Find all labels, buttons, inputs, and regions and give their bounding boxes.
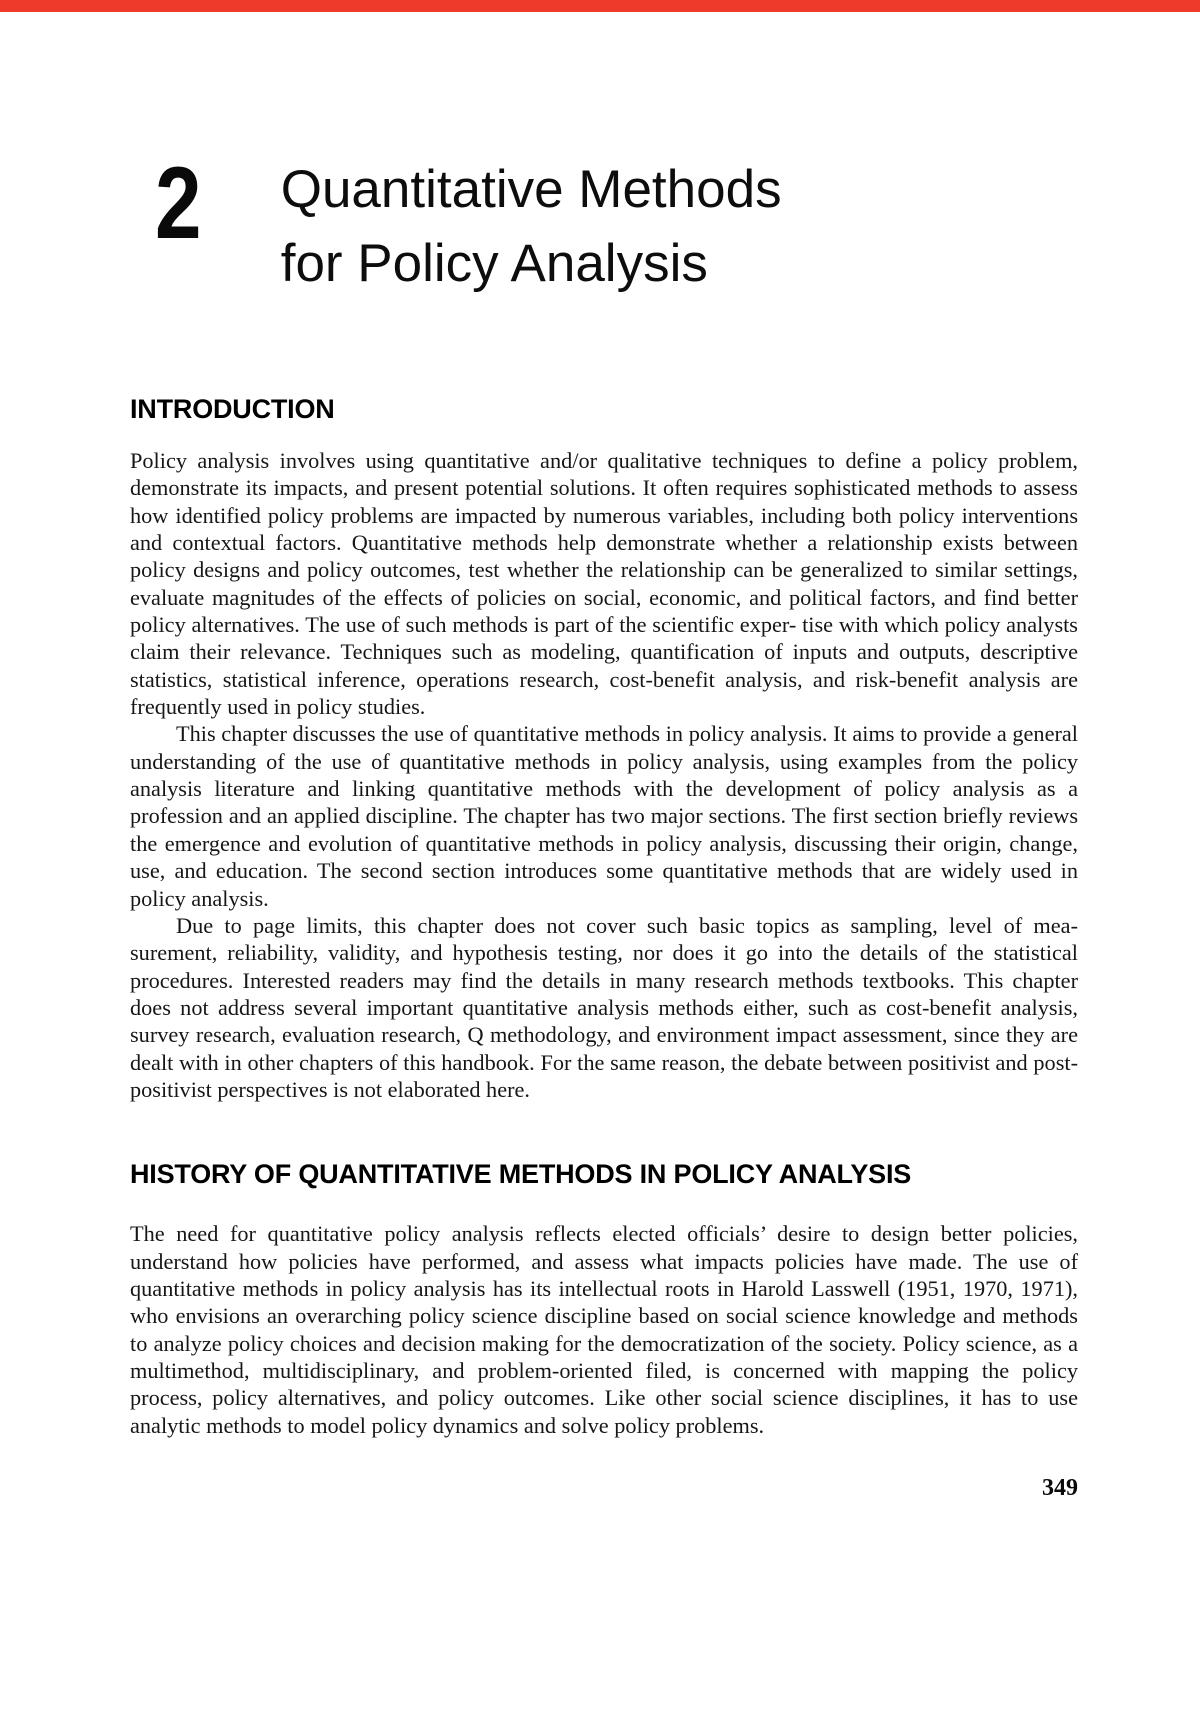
intro-paragraph-3: Due to page limits, this chapter does not cover such basic topics as sampling, level of mea- surement, reliability, validity, and hypothesis testing, nor does it go into the details of the statistical procedures. Interested readers may find the details in many research methods textbooks. This chapter does not address several important quantitative analysis methods either, such as cost-benefit analysis, survey research, evaluation research, Q methodology, and environment impact assessment, since they are dealt with in other chapters of this handbook. For the same reason, the debate between positivist and post-positivist perspectives is not elaborated here. [130,912,1078,1102]
intro-paragraph-2: This chapter discusses the use of quantitative methods in policy analysis. It aims to provide a general understanding of the use of quantitative methods in policy analysis, using examples from the policy analysis literature and linking quantitative methods with the development of policy analysis as a profession and an applied discipline. The chapter has two major sections. The first section briefly reviews the emergence and evolution of quantitative methods in policy analysis, discussing their origin, change, use, and education. The second section introduces some quantitative methods that are widely used in policy analysis. [130,721,1078,911]
section-heading-introduction: INTRODUCTION [130,394,335,424]
chapter-number: 2 [155,146,200,260]
intro-paragraph-1: Policy analysis involves using quantitative and/or qualitative techniques to define a policy problem, demonstrate its impacts, and present potential solutions. It often requires sophisticated methods to assess how identified policy problems are impacted by numerous variables, including both policy interventions and contextual factors. Quantitative methods help demonstrate whether a relationship exists between policy designs and policy outcomes, test whether the relationship can be generalized to similar settings, evaluate magnitudes of the effects of policies on social, economic, and political factors, and find better policy alternatives. The use of such methods is part of the scientific exper- tise with which policy analysts claim their relevance. Techniques such as modeling, quantification of inputs and outputs, descriptive statistics, statistical inference, operations research, cost-benefit analysis, and risk-benefit analysis are frequently used in policy studies. [130,448,1078,720]
history-paragraph-1: The need for quantitative policy analysis reflects elected officials’ desire to design better policies, understand how policies have performed, and assess what impacts policies have made. The use of quantitative methods in policy analysis has its intellectual roots in Harold Lasswell (1951, 1970, 1971), who envisions an overarching policy science discipline based on social science knowledge and methods to analyze policy choices and decision making for the democratization of the society. Policy science, as a multimethod, multidisciplinary, and problem-oriented filed, is concerned with mapping the policy process, policy alternatives, and policy outcomes. Like other social science disciplines, it has to use analytic methods to model policy dynamics and solve policy problems. [130,1221,1078,1438]
chapter-title-line-1: Quantitative Methods [280,160,782,219]
chapter-title-line-2: for Policy Analysis [280,234,708,293]
page-content [130,0,1078,1502]
page-number: 349 [1042,1475,1078,1501]
section-heading-history: HISTORY OF QUANTITATIVE METHODS IN POLICY ANALYSIS [130,1159,912,1190]
